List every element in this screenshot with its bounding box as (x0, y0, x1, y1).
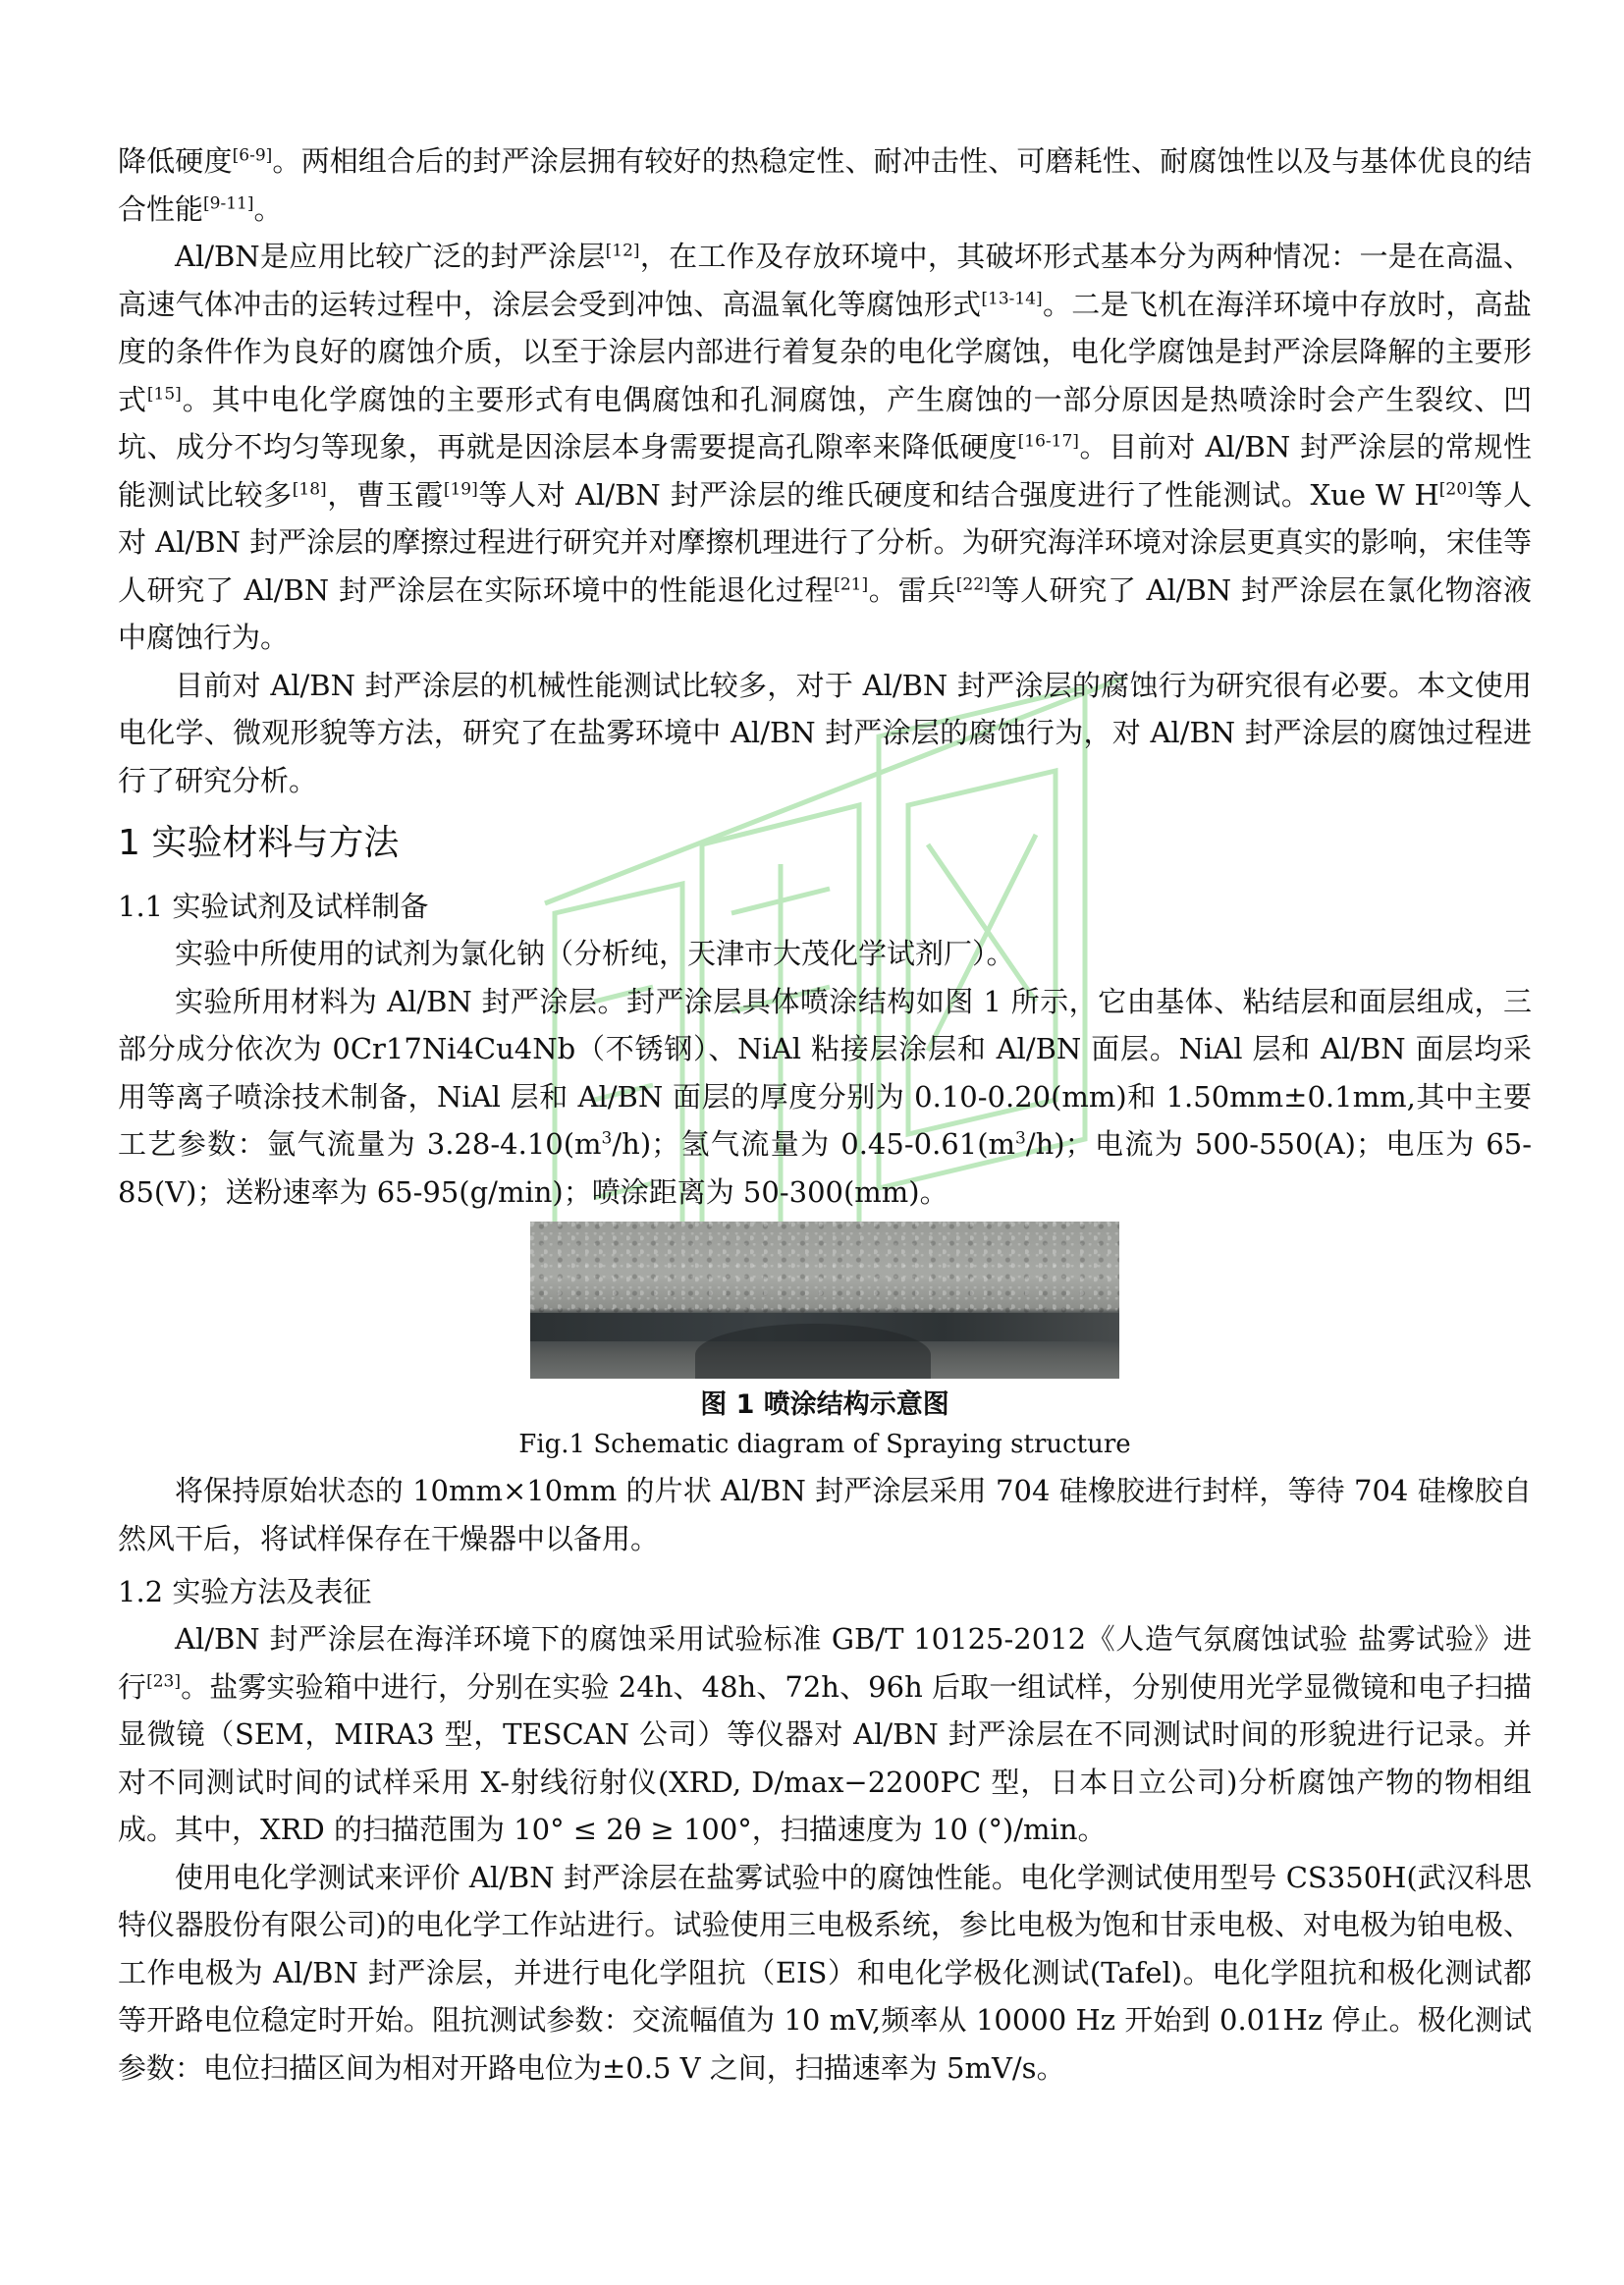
paragraph-5: 实验所用材料为 Al/BN 封严涂层。封严涂层具体喷涂结构如图 1 所示，它由基体、粘结层和面层组成，三部分成分依次为 0Cr17Ni4Cu4Nb（不锈钢）、NiAl 粘接层涂层和 Al/BN 面层。NiAl 层和 Al/BN 面层均采用等离子喷涂技术制备，NiAl 层和 Al/BN 面层的厚度分别为 0.10-0.20(mm)和 1.50mm±0.1mm,其中主要工艺参数：氩气流量为 $3.28-4.10(m^3/h)$；氢气流量为 $0.45-0.61(m^3/h)$；电流为 500-550(A)；电压为 65-85(V)；送粉速率为 65-95(g/min)；喷涂距离为 50-300(mm)。 (118, 984, 1532, 1209)
shadow-region (695, 1324, 931, 1379)
paragraph-7: Al/BN 封严涂层在海洋环境下的腐蚀采用试验标准 GB/T 10125-2012《人造气氛腐蚀试验 盐雾试验》进行[23]。盐雾实验箱中进行，分别在实验 24h、48h、72h、96h 后取一组试样，分别使用光学显微镜和电子扫描显微镜（SEM，MIRA3 型，TESCAN 公司）等仪器对 Al/BN 封严涂层在不同测试时间的形貌进行记录。并对不同测试时间的试样采用 X-射线衍射仪(XRD, D/max−2200PC 型，日本日立公司)分析腐蚀产物的物相组成。其中，XRD 的扫描范围为 10° ≤ 2θ ≥ 100°，扫描速度为 10 (°)/min。 (118, 1622, 1532, 1846)
paper-page (118, 137, 1532, 2092)
section-heading-1: 1 实验材料与方法 (118, 823, 400, 863)
paragraph-8: 使用电化学测试来评价 Al/BN 封严涂层在盐雾试验中的腐蚀性能。电化学测试使用型号 CS350H(武汉科思特仪器股份有限公司)的电化学工作站进行。试验使用三电极系统，参比电极为饱和甘汞电极、对电极为铂电极、工作电极为 Al/BN 封严涂层，并进行电化学阻抗（EIS）和电化学极化测试(Tafel)。电化学阻抗和极化测试都等开路电位稳定时开始。阻抗测试参数：交流幅值为 10 mV,频率从 10000 Hz 开始到 0.01Hz 停止。极化测试参数：电位扫描区间为相对开路电位为±0.5 V 之间，扫描速率为 5mV/s。 (118, 1860, 1532, 2085)
paragraph-6: 将保持原始状态的 10mm×10mm 的片状 Al/BN 封严涂层采用 704 硅橡胶进行封样，等待 704 硅橡胶自然风干后，将试样保存在干燥器中以备用。 (118, 1474, 1532, 1555)
coating-surface-texture (530, 1222, 1119, 1313)
figure-caption-en: Fig.1 Schematic diagram of Spraying structure (518, 1430, 1131, 1459)
paragraph-4: 实验中所使用的试剂为氯化钠（分析纯，天津市大茂化学试剂厂）。 (175, 937, 1015, 970)
paragraph-2: Al/BN是应用比较广泛的封严涂层[12]，在工作及存放环境中，其破坏形式基本分为两种情况：一是在高温、高速气体冲击的运转过程中，涂层会受到冲蚀、高温氧化等腐蚀形式[13-14]。二是飞机在海洋环境中存放时，高盐度的条件作为良好的腐蚀介质，以至于涂层内部进行着复杂的电化学腐蚀，电化学腐蚀是封严涂层降解的主要形式[15]。其中电化学腐蚀的主要形式有电偶腐蚀和孔洞腐蚀，产生腐蚀的一部分原因是热喷涂时会产生裂纹、凹坑、成分不均匀等现象，再就是因涂层本身需要提高孔隙率来降低硬度[16-17]。目前对 Al/BN 封严涂层的常规性能测试比较多[18]，曹玉霞[19]等人对 Al/BN 封严涂层的维氏硬度和结合强度进行了性能测试。Xue W H[20]等人对 Al/BN 封严涂层的摩擦过程进行研究并对摩擦机理进行了分析。为研究海洋环境对涂层更真实的影响，宋佳等人研究了 Al/BN 封严涂层在实际环境中的性能退化过程[21]。雷兵[22]等人研究了 Al/BN 封严涂层在氯化物溶液中腐蚀行为。 (118, 240, 1532, 654)
figure-caption-cn: 图 1 喷涂结构示意图 (700, 1389, 949, 1420)
section-heading-1-1: 1.1 实验试剂及试样制备 (118, 890, 429, 923)
spraying-structure-photo (530, 1222, 1119, 1379)
paragraph-1: 降低硬度[6-9]。两相组合后的封严涂层拥有较好的热稳定性、耐冲击性、可磨耗性、耐腐蚀性以及与基体优良的结合性能[9-11]。 (118, 144, 1532, 226)
section-heading-1-2: 1.2 实验方法及表征 (118, 1575, 372, 1608)
paragraph-3: 目前对 Al/BN 封严涂层的机械性能测试比较多，对于 Al/BN 封严涂层的腐蚀行为研究很有必要。本文使用电化学、微观形貌等方法，研究了在盐雾环境中 Al/BN 封严涂层的腐蚀行为，对 Al/BN 封严涂层的腐蚀过程进行了研究分析。 (118, 668, 1532, 797)
